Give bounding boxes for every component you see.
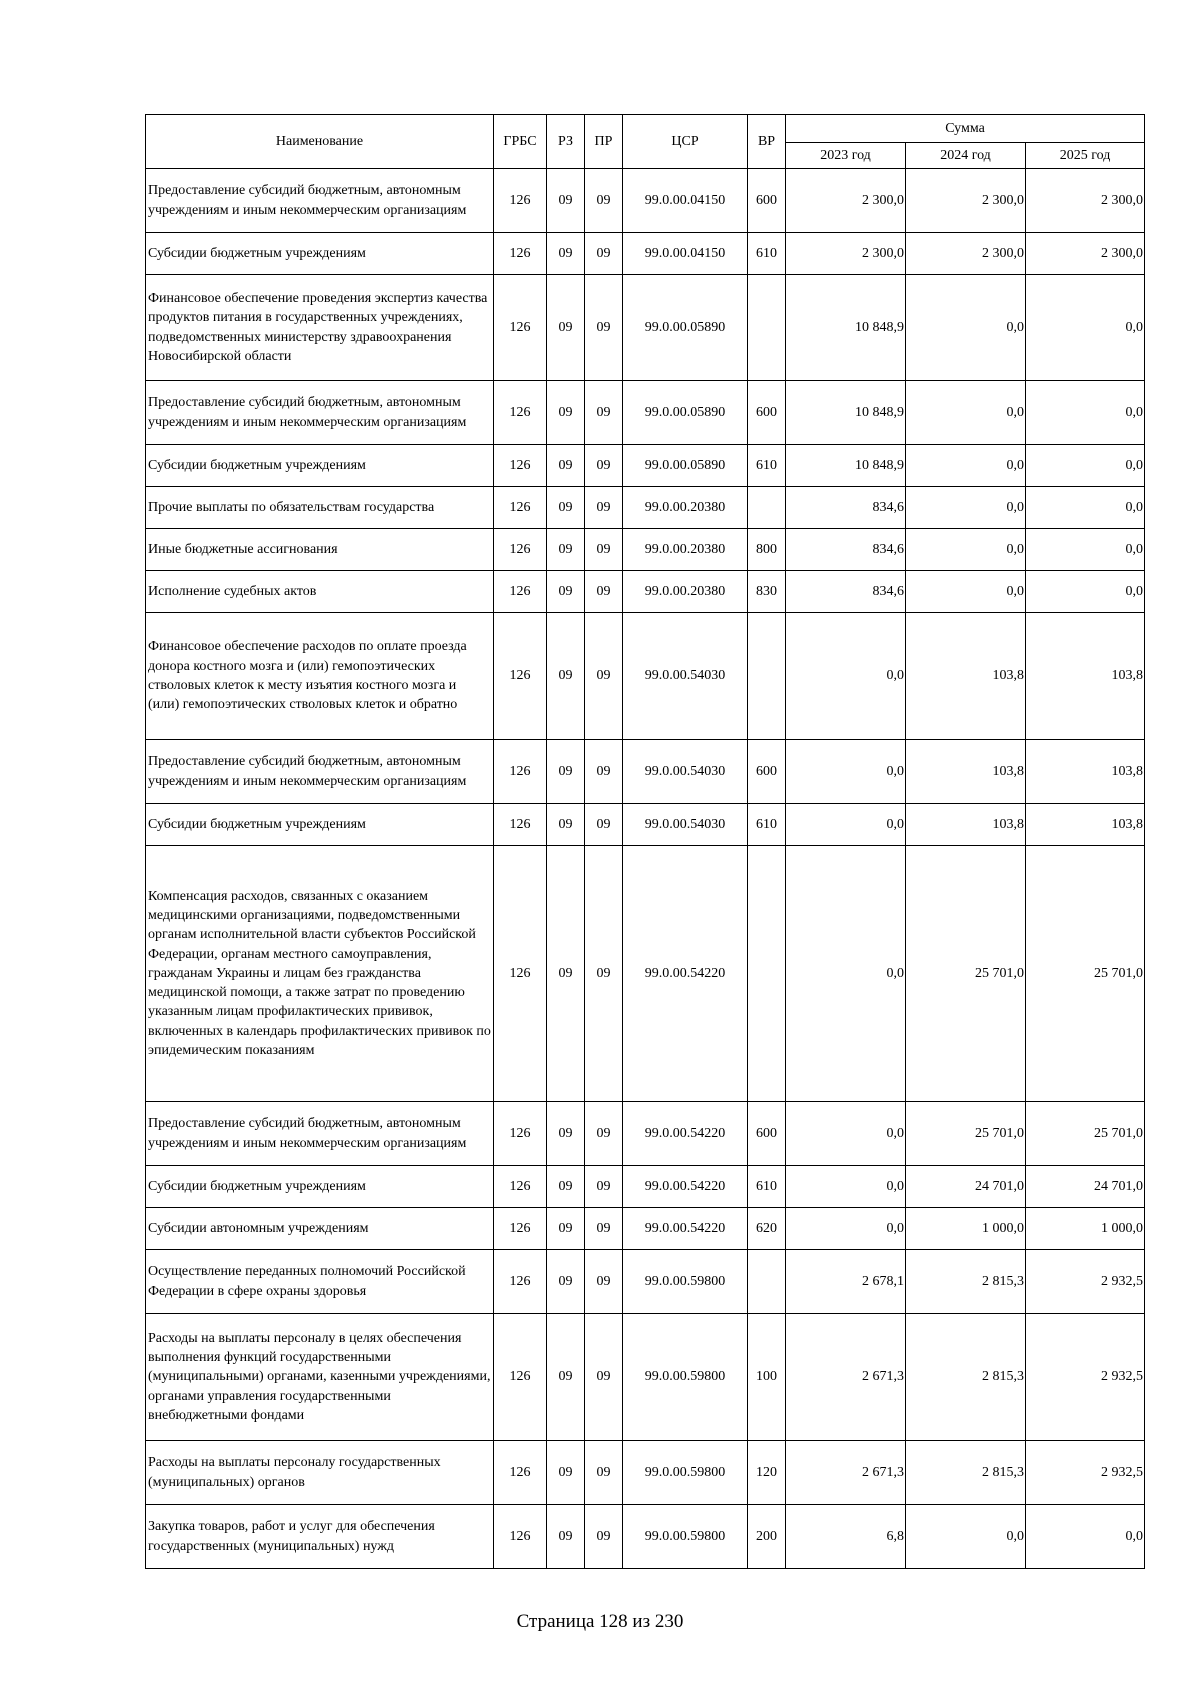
cell-rz: 09 [547, 169, 585, 233]
cell-name: Субсидии бюджетным учреждениям [146, 445, 494, 487]
cell-vr [748, 1250, 786, 1314]
cell-pr: 09 [585, 571, 623, 613]
cell-2025: 1 000,0 [1026, 1208, 1145, 1250]
cell-name: Компенсация расходов, связанных с оказанием медицинскими организациями, подведомственными органам исполнительной власти субъектов Российской Федерации, органам местного самоуправления, гражданам Украины и лицам без гражданства медицинской помощи, а также затрат по проведению указанным лицам профилактических прививок, включенных в календарь профилактических прививок по эпидемическим показаниям [146, 846, 494, 1102]
cell-csr: 99.0.00.54220 [623, 1166, 748, 1208]
cell-grbs: 126 [494, 740, 547, 804]
cell-vr: 600 [748, 1102, 786, 1166]
cell-grbs: 126 [494, 1166, 547, 1208]
cell-2025: 0,0 [1026, 1505, 1145, 1569]
table-row [146, 804, 1145, 846]
cell-grbs: 126 [494, 233, 547, 275]
cell-name: Субсидии автономным учреждениям [146, 1208, 494, 1250]
cell-rz: 09 [547, 487, 585, 529]
header-year-2024: 2024 год [906, 143, 1026, 169]
cell-pr: 09 [585, 487, 623, 529]
table-body [146, 169, 1145, 1569]
cell-name: Предоставление субсидий бюджетным, автономным учреждениям и иным некоммерческим организациям [146, 381, 494, 445]
cell-2025: 0,0 [1026, 529, 1145, 571]
cell-2023: 0,0 [786, 1208, 906, 1250]
cell-vr: 600 [748, 740, 786, 804]
cell-pr: 09 [585, 1441, 623, 1505]
cell-vr: 600 [748, 169, 786, 233]
cell-csr: 99.0.00.05890 [623, 275, 748, 381]
cell-name: Прочие выплаты по обязательствам государства [146, 487, 494, 529]
cell-2025: 0,0 [1026, 571, 1145, 613]
table-row [146, 381, 1145, 445]
cell-csr: 99.0.00.54220 [623, 846, 748, 1102]
cell-2025: 2 932,5 [1026, 1441, 1145, 1505]
cell-2024: 0,0 [906, 445, 1026, 487]
header-grbs: ГРБС [494, 115, 547, 169]
cell-rz: 09 [547, 613, 585, 740]
cell-pr: 09 [585, 846, 623, 1102]
cell-2025: 103,8 [1026, 613, 1145, 740]
cell-2024: 0,0 [906, 487, 1026, 529]
table-row [146, 1505, 1145, 1569]
cell-vr: 610 [748, 1166, 786, 1208]
cell-csr: 99.0.00.59800 [623, 1441, 748, 1505]
cell-grbs: 126 [494, 571, 547, 613]
cell-grbs: 126 [494, 1441, 547, 1505]
cell-rz: 09 [547, 804, 585, 846]
cell-name: Финансовое обеспечение проведения экспертиз качества продуктов питания в государственных учреждениях, подведомственных министерству здравоохранения Новосибирской области [146, 275, 494, 381]
table-row [146, 1102, 1145, 1166]
cell-csr: 99.0.00.54220 [623, 1208, 748, 1250]
cell-pr: 09 [585, 1505, 623, 1569]
table-row [146, 169, 1145, 233]
cell-csr: 99.0.00.04150 [623, 233, 748, 275]
cell-2023: 2 300,0 [786, 169, 906, 233]
page-number: Страница 128 из 230 [516, 1611, 684, 1632]
header-sum: Сумма [786, 115, 1145, 143]
cell-2023: 0,0 [786, 1102, 906, 1166]
table-row [146, 529, 1145, 571]
cell-2023: 0,0 [786, 804, 906, 846]
cell-2024: 2 815,3 [906, 1314, 1026, 1441]
cell-2024: 0,0 [906, 571, 1026, 613]
cell-vr: 830 [748, 571, 786, 613]
cell-2023: 834,6 [786, 529, 906, 571]
cell-csr: 99.0.00.05890 [623, 381, 748, 445]
cell-2024: 0,0 [906, 381, 1026, 445]
cell-rz: 09 [547, 381, 585, 445]
cell-rz: 09 [547, 846, 585, 1102]
cell-grbs: 126 [494, 445, 547, 487]
header-name: Наименование [146, 115, 494, 169]
cell-2023: 834,6 [786, 487, 906, 529]
cell-vr: 610 [748, 233, 786, 275]
cell-pr: 09 [585, 529, 623, 571]
header-pr: ПР [585, 115, 623, 169]
cell-rz: 09 [547, 1505, 585, 1569]
table-row [146, 1314, 1145, 1441]
cell-2024: 0,0 [906, 1505, 1026, 1569]
cell-2024: 103,8 [906, 613, 1026, 740]
cell-2025: 25 701,0 [1026, 846, 1145, 1102]
cell-vr: 610 [748, 445, 786, 487]
cell-vr: 610 [748, 804, 786, 846]
cell-vr: 100 [748, 1314, 786, 1441]
table-row [146, 571, 1145, 613]
cell-rz: 09 [547, 233, 585, 275]
cell-name: Расходы на выплаты персоналу в целях обеспечения выполнения функций государственными (муниципальными) органами, казенными учреждениями, органами управления государственными внебюджетными фондами [146, 1314, 494, 1441]
header-vr: ВР [748, 115, 786, 169]
cell-2025: 24 701,0 [1026, 1166, 1145, 1208]
cell-pr: 09 [585, 445, 623, 487]
cell-2025: 0,0 [1026, 445, 1145, 487]
cell-pr: 09 [585, 233, 623, 275]
cell-pr: 09 [585, 169, 623, 233]
cell-grbs: 126 [494, 381, 547, 445]
cell-2025: 2 932,5 [1026, 1314, 1145, 1441]
cell-2024: 103,8 [906, 740, 1026, 804]
cell-rz: 09 [547, 1102, 585, 1166]
cell-pr: 09 [585, 275, 623, 381]
cell-rz: 09 [547, 571, 585, 613]
table-row [146, 613, 1145, 740]
cell-name: Осуществление переданных полномочий Российской Федерации в сфере охраны здоровья [146, 1250, 494, 1314]
table-row [146, 233, 1145, 275]
table-row [146, 1166, 1145, 1208]
cell-vr: 620 [748, 1208, 786, 1250]
cell-2024: 103,8 [906, 804, 1026, 846]
cell-rz: 09 [547, 1314, 585, 1441]
cell-csr: 99.0.00.54220 [623, 1102, 748, 1166]
cell-grbs: 126 [494, 613, 547, 740]
table-header [146, 115, 1145, 169]
cell-2023: 834,6 [786, 571, 906, 613]
cell-pr: 09 [585, 1166, 623, 1208]
cell-name: Расходы на выплаты персоналу государственных (муниципальных) органов [146, 1441, 494, 1505]
cell-2024: 2 300,0 [906, 169, 1026, 233]
cell-name: Закупка товаров, работ и услуг для обеспечения государственных (муниципальных) нужд [146, 1505, 494, 1569]
header-year-2025: 2025 год [1026, 143, 1145, 169]
cell-grbs: 126 [494, 1208, 547, 1250]
cell-2024: 2 300,0 [906, 233, 1026, 275]
cell-2023: 10 848,9 [786, 275, 906, 381]
table-row [146, 445, 1145, 487]
cell-name: Субсидии бюджетным учреждениям [146, 804, 494, 846]
cell-csr: 99.0.00.54030 [623, 740, 748, 804]
cell-csr: 99.0.00.59800 [623, 1314, 748, 1441]
cell-2024: 2 815,3 [906, 1250, 1026, 1314]
cell-2024: 0,0 [906, 529, 1026, 571]
cell-csr: 99.0.00.59800 [623, 1505, 748, 1569]
header-csr: ЦСР [623, 115, 748, 169]
cell-2025: 0,0 [1026, 275, 1145, 381]
cell-pr: 09 [585, 740, 623, 804]
table-row [146, 1441, 1145, 1505]
cell-rz: 09 [547, 529, 585, 571]
cell-2025: 103,8 [1026, 740, 1145, 804]
cell-rz: 09 [547, 1208, 585, 1250]
cell-pr: 09 [585, 613, 623, 740]
cell-csr: 99.0.00.59800 [623, 1250, 748, 1314]
cell-2025: 0,0 [1026, 381, 1145, 445]
cell-2023: 2 678,1 [786, 1250, 906, 1314]
cell-vr [748, 846, 786, 1102]
cell-name: Предоставление субсидий бюджетным, автономным учреждениям и иным некоммерческим организациям [146, 1102, 494, 1166]
header-year-2023: 2023 год [786, 143, 906, 169]
cell-csr: 99.0.00.05890 [623, 445, 748, 487]
cell-2023: 2 671,3 [786, 1314, 906, 1441]
cell-name: Исполнение судебных актов [146, 571, 494, 613]
table-row [146, 275, 1145, 381]
cell-csr: 99.0.00.20380 [623, 487, 748, 529]
cell-rz: 09 [547, 275, 585, 381]
cell-2025: 2 300,0 [1026, 233, 1145, 275]
budget-table [145, 114, 1145, 1569]
cell-pr: 09 [585, 804, 623, 846]
cell-vr: 200 [748, 1505, 786, 1569]
cell-2023: 2 671,3 [786, 1441, 906, 1505]
cell-2024: 24 701,0 [906, 1166, 1026, 1208]
budget-table-container [145, 114, 1144, 1569]
cell-rz: 09 [547, 1441, 585, 1505]
cell-2024: 25 701,0 [906, 1102, 1026, 1166]
cell-pr: 09 [585, 1250, 623, 1314]
cell-grbs: 126 [494, 1250, 547, 1314]
cell-csr: 99.0.00.54030 [623, 804, 748, 846]
cell-2023: 2 300,0 [786, 233, 906, 275]
cell-grbs: 126 [494, 1505, 547, 1569]
cell-vr: 800 [748, 529, 786, 571]
cell-2024: 2 815,3 [906, 1441, 1026, 1505]
cell-2024: 1 000,0 [906, 1208, 1026, 1250]
cell-pr: 09 [585, 1208, 623, 1250]
cell-2025: 25 701,0 [1026, 1102, 1145, 1166]
cell-name: Субсидии бюджетным учреждениям [146, 233, 494, 275]
cell-csr: 99.0.00.20380 [623, 529, 748, 571]
cell-2024: 25 701,0 [906, 846, 1026, 1102]
cell-name: Финансовое обеспечение расходов по оплате проезда донора костного мозга и (или) гемопоэтических стволовых клеток к месту изъятия костного мозга и (или) гемопоэтических стволовых клеток и обратно [146, 613, 494, 740]
cell-2025: 2 932,5 [1026, 1250, 1145, 1314]
cell-pr: 09 [585, 1102, 623, 1166]
cell-rz: 09 [547, 1166, 585, 1208]
cell-grbs: 126 [494, 169, 547, 233]
cell-2023: 10 848,9 [786, 445, 906, 487]
table-row [146, 1208, 1145, 1250]
cell-rz: 09 [547, 740, 585, 804]
cell-2025: 2 300,0 [1026, 169, 1145, 233]
cell-rz: 09 [547, 1250, 585, 1314]
cell-grbs: 126 [494, 804, 547, 846]
cell-grbs: 126 [494, 275, 547, 381]
cell-vr [748, 613, 786, 740]
table-row [146, 740, 1145, 804]
cell-vr: 600 [748, 381, 786, 445]
cell-pr: 09 [585, 1314, 623, 1441]
cell-pr: 09 [585, 381, 623, 445]
cell-csr: 99.0.00.04150 [623, 169, 748, 233]
cell-csr: 99.0.00.54030 [623, 613, 748, 740]
cell-2023: 0,0 [786, 740, 906, 804]
cell-name: Предоставление субсидий бюджетным, автономным учреждениям и иным некоммерческим организациям [146, 169, 494, 233]
table-row [146, 1250, 1145, 1314]
cell-rz: 09 [547, 445, 585, 487]
cell-2024: 0,0 [906, 275, 1026, 381]
cell-2025: 103,8 [1026, 804, 1145, 846]
cell-name: Предоставление субсидий бюджетным, автономным учреждениям и иным некоммерческим организациям [146, 740, 494, 804]
cell-vr: 120 [748, 1441, 786, 1505]
header-rz: РЗ [547, 115, 585, 169]
cell-grbs: 126 [494, 529, 547, 571]
cell-grbs: 126 [494, 846, 547, 1102]
cell-vr [748, 275, 786, 381]
cell-2023: 0,0 [786, 613, 906, 740]
cell-name: Иные бюджетные ассигнования [146, 529, 494, 571]
cell-2023: 10 848,9 [786, 381, 906, 445]
cell-vr [748, 487, 786, 529]
cell-2023: 0,0 [786, 1166, 906, 1208]
cell-grbs: 126 [494, 487, 547, 529]
cell-2023: 0,0 [786, 846, 906, 1102]
cell-2023: 6,8 [786, 1505, 906, 1569]
cell-csr: 99.0.00.20380 [623, 571, 748, 613]
table-row [146, 487, 1145, 529]
table-row [146, 846, 1145, 1102]
cell-grbs: 126 [494, 1314, 547, 1441]
cell-name: Субсидии бюджетным учреждениям [146, 1166, 494, 1208]
cell-2025: 0,0 [1026, 487, 1145, 529]
cell-grbs: 126 [494, 1102, 547, 1166]
